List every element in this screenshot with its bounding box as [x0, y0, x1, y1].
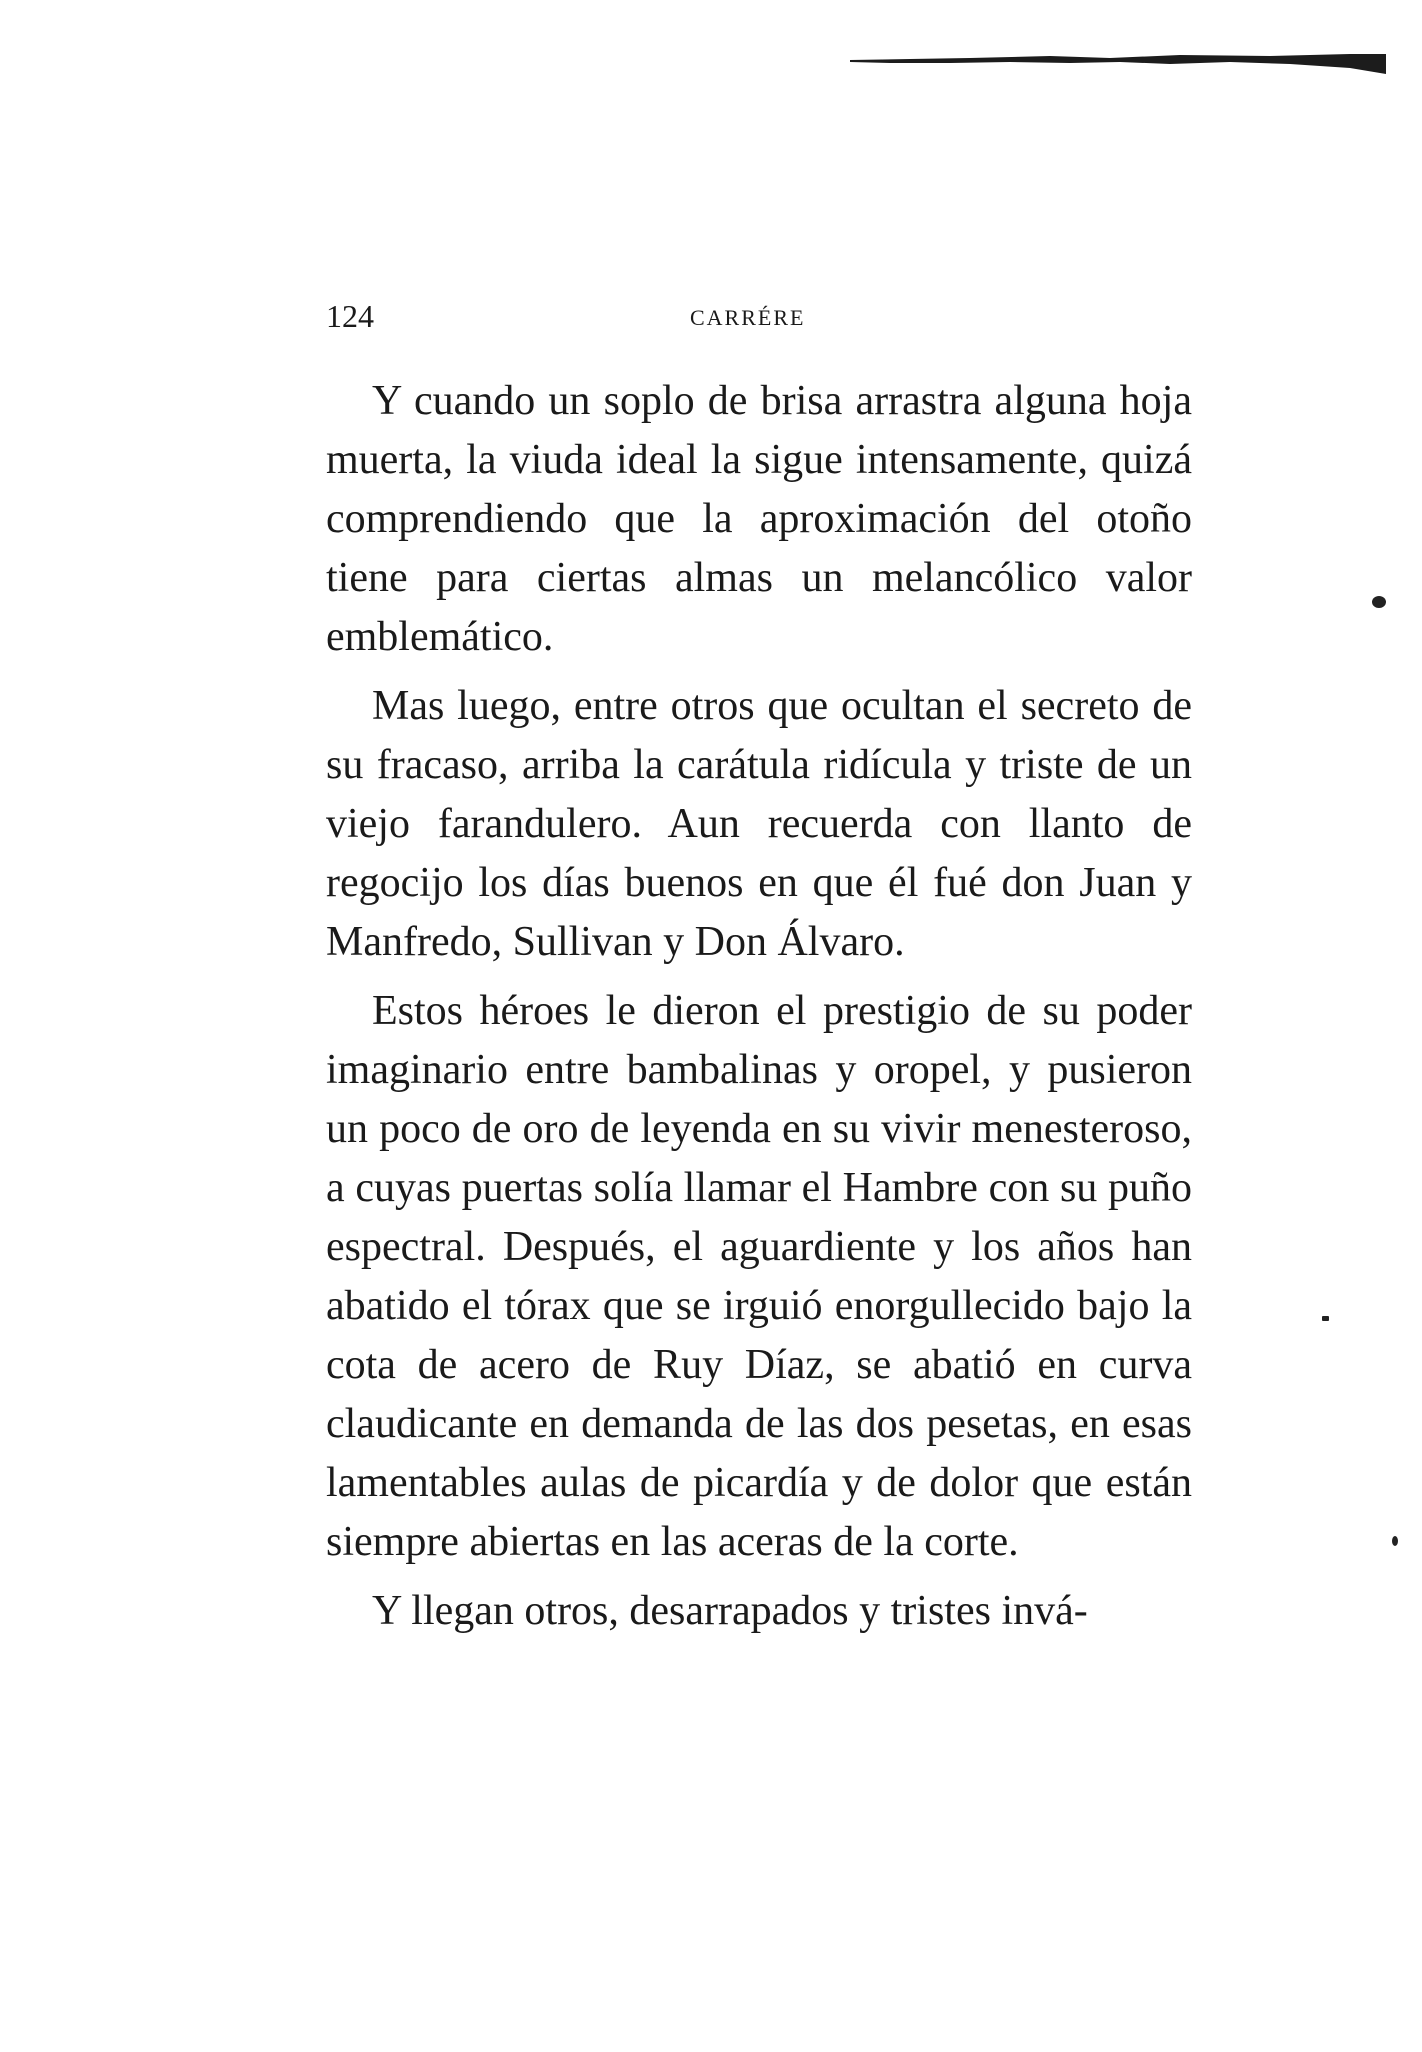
scan-speck: [1322, 1316, 1329, 1321]
scan-speck: [1372, 596, 1386, 608]
running-head: CARRÉRE: [690, 305, 806, 330]
scan-speck: [1392, 1536, 1398, 1546]
paragraph: Y llegan otros, desarrapados y tristes invá-: [372, 1588, 1088, 1634]
paragraph: Estos héroes le dieron el prestigio de su poder imaginario entre bambalinas y oropel, y pusieron un poco de oro de leyenda en su vivir menesteroso, a cuyas puertas solía llamar el Hambre con su puño espectral. Después, el aguardiente y los años han abatido el tórax que se irguió enorgullecido bajo la cota de acero de Ruy Díaz, se abatió en curva claudicante en demanda de las dos pesetas, en esas lamentables aulas de picardía y de dolor que están siempre abiertas en las aceras de la corte.: [326, 988, 1192, 1565]
page-header: [326, 296, 1196, 336]
paragraph: Mas luego, entre otros que ocultan el secreto de su fracaso, arriba la carátula ridícula y triste de un viejo farandulero. Aun recuerda con llanto de regocijo los días buenos en que él fué don Juan y Manfredo, Sullivan y Don Álvaro.: [326, 683, 1192, 965]
scan-edge-mark: [850, 52, 1390, 82]
paragraph: Y cuando un soplo de brisa arrastra alguna hoja muerta, la viuda ideal la sigue intensamente, quizá comprendiendo que la aproximación del otoño tiene para ciertas almas un melancólico valor emblemático.: [326, 378, 1192, 660]
body-text: [326, 372, 1192, 1651]
page-number: 124: [326, 298, 374, 334]
